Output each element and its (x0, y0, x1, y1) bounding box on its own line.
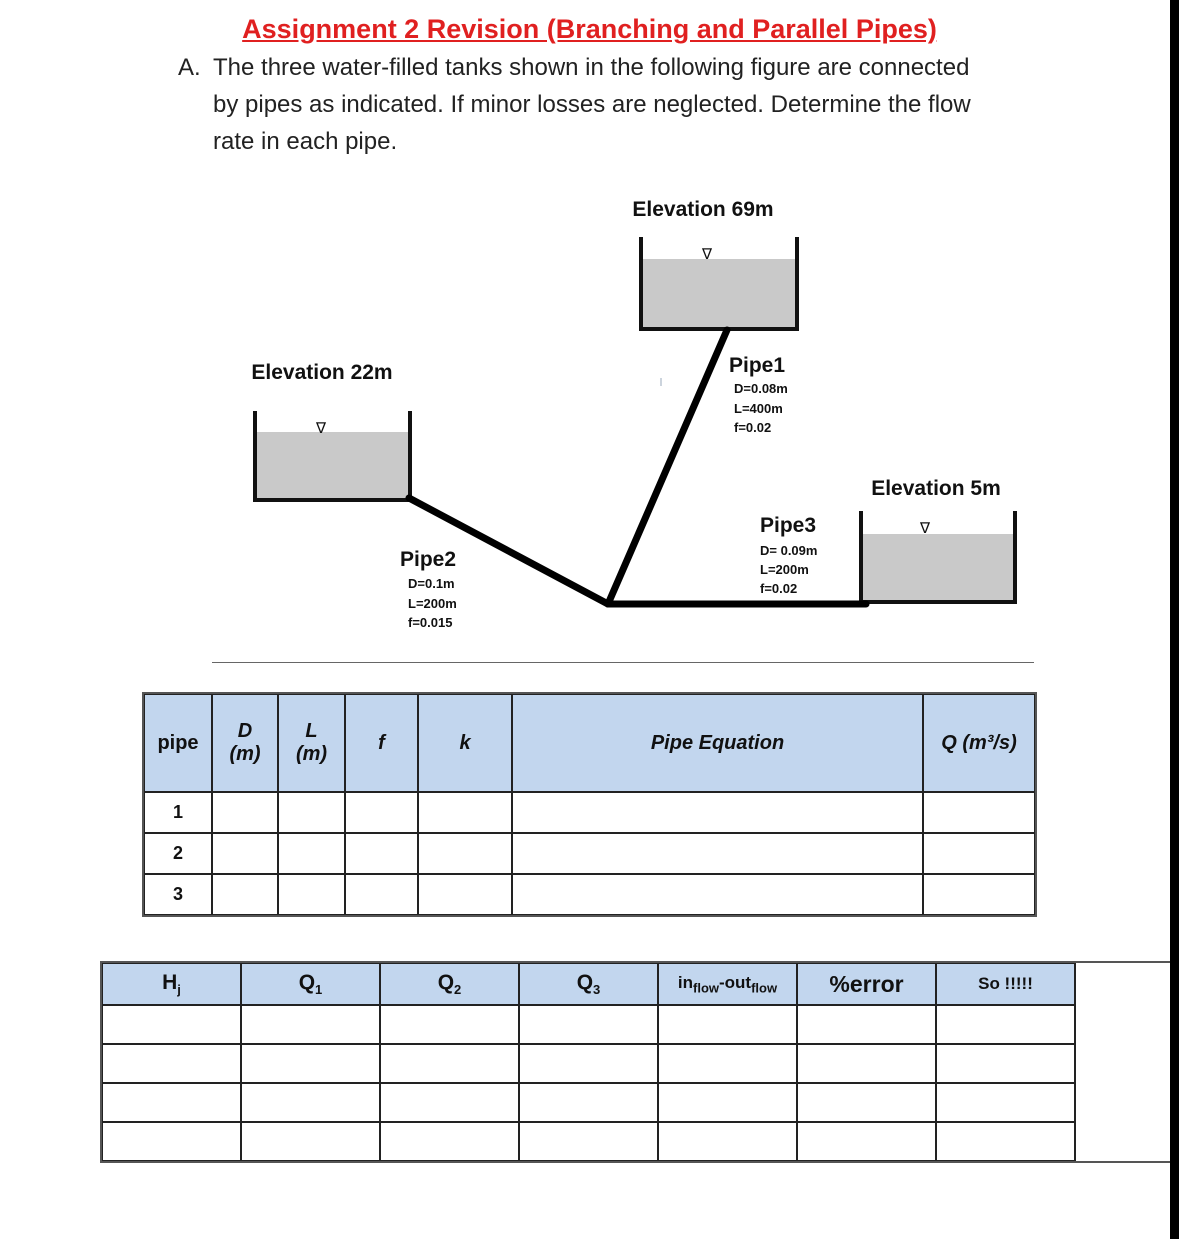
table-cell[interactable] (519, 1122, 658, 1161)
table-cell[interactable] (512, 874, 923, 915)
table-header-row (144, 694, 1035, 792)
table-cell[interactable] (936, 1005, 1075, 1044)
pipe1-line (608, 330, 727, 604)
tank-5m-label: Elevation 5m (871, 477, 1001, 500)
inflow-outflow-header: $in_{flow}-out_{flow}$ (658, 963, 797, 1005)
table-cell[interactable] (658, 1083, 797, 1122)
pipe-number: 1 (144, 792, 212, 833)
friction-header: f (345, 694, 418, 792)
assignment-title: Assignment 2 Revision (Branching and Parallel Pipes) (242, 14, 937, 44)
separator-line (212, 662, 1034, 663)
diameter-header (212, 694, 278, 792)
table-cell[interactable] (380, 1083, 519, 1122)
question-line-1: The three water-filled tanks shown in the following figure are connected (213, 54, 970, 81)
k-header: k (418, 694, 512, 792)
pipe1-name: Pipe1 (729, 354, 786, 377)
so-header: So !!!!! (936, 963, 1075, 1005)
flow-rate-header: Q (m³/s) (923, 694, 1035, 792)
table-cell[interactable] (797, 1005, 936, 1044)
length-symbol: L (305, 720, 318, 742)
table-cell[interactable] (512, 792, 923, 833)
table-row (144, 833, 1035, 874)
table-cell[interactable] (380, 1005, 519, 1044)
table-cell[interactable] (102, 1122, 241, 1161)
water-level-icon: ∇ (919, 520, 931, 537)
question-line-2: by pipes as indicated. If minor losses are neglected. Determine the flow (213, 91, 971, 118)
pipe-number: 3 (144, 874, 212, 915)
table-cell[interactable] (797, 1083, 936, 1122)
water-level-icon: ∇ (315, 420, 327, 437)
pipe3-diameter: D= 0.09m (760, 543, 818, 558)
tank-22m-water (257, 432, 409, 500)
pipe2-diameter: D=0.1m (408, 576, 455, 591)
table-cell[interactable] (212, 792, 278, 833)
table-cell[interactable] (797, 1044, 936, 1083)
pipe1-length: L=400m (734, 401, 783, 416)
table-cell[interactable] (418, 874, 512, 915)
table-cell[interactable] (923, 874, 1035, 915)
table-cell[interactable] (512, 833, 923, 874)
table-row (102, 1044, 1170, 1083)
table-cell[interactable] (936, 1083, 1075, 1122)
pipe-equation-header: Pipe Equation (512, 694, 923, 792)
table-cell[interactable] (519, 1083, 658, 1122)
table-cell[interactable] (418, 792, 512, 833)
table-cell[interactable] (212, 874, 278, 915)
table-cell[interactable] (345, 792, 418, 833)
question-line-3: rate in each pipe. (213, 128, 398, 155)
error-header: %error (797, 963, 936, 1005)
table-cell[interactable] (345, 874, 418, 915)
question-label: A. (178, 54, 201, 81)
table-cell[interactable] (278, 874, 345, 915)
table-row (102, 1083, 1170, 1122)
table-cell[interactable] (658, 1122, 797, 1161)
q1-header: $Q_1$ (241, 963, 380, 1005)
table-cell[interactable] (797, 1122, 936, 1161)
pipe-header: pipe (144, 694, 212, 792)
pipe3-name: Pipe3 (760, 514, 817, 537)
q3-header: $Q_3$ (519, 963, 658, 1005)
table-cell[interactable] (519, 1044, 658, 1083)
pipe2-length: L=200m (408, 596, 457, 611)
table-cell[interactable] (345, 833, 418, 874)
diameter-symbol: D (237, 720, 253, 742)
length-header (278, 694, 345, 792)
pipe3-friction: f=0.02 (760, 581, 798, 596)
table-cell[interactable] (658, 1044, 797, 1083)
pipe1-friction: f=0.02 (734, 420, 772, 435)
tank-69m-label: Elevation 69m (632, 198, 774, 221)
table-row (102, 1005, 1170, 1044)
table-cell[interactable] (102, 1005, 241, 1044)
table-cell[interactable] (278, 833, 345, 874)
pipe3-length: L=200m (760, 562, 809, 577)
table-cell[interactable] (241, 1122, 380, 1161)
pipe-number: 2 (144, 833, 212, 874)
tank-5m-water (863, 534, 1014, 602)
table-row (102, 1122, 1170, 1161)
table-cell[interactable] (519, 1005, 658, 1044)
table-cell[interactable] (212, 833, 278, 874)
tank-22m-label: Elevation 22m (251, 361, 393, 384)
diameter-unit: (m) (229, 743, 261, 765)
table-row (144, 874, 1035, 915)
table-cell[interactable] (102, 1044, 241, 1083)
pipe2-name: Pipe2 (400, 548, 457, 571)
pipe-properties-table (143, 693, 1036, 916)
table-cell[interactable] (241, 1005, 380, 1044)
table-cell[interactable] (102, 1083, 241, 1122)
table-cell[interactable] (380, 1122, 519, 1161)
table-cell[interactable] (380, 1044, 519, 1083)
table-cell[interactable] (241, 1083, 380, 1122)
q2-header: $Q_2$ (380, 963, 519, 1005)
water-level-icon: ∇ (701, 246, 713, 263)
length-unit: (m) (295, 743, 328, 765)
table-cell[interactable] (658, 1005, 797, 1044)
table-row (144, 792, 1035, 833)
table-cell[interactable] (418, 833, 512, 874)
tank-69m-water (643, 259, 796, 329)
table-cell[interactable] (936, 1044, 1075, 1083)
table-cell[interactable] (241, 1044, 380, 1083)
table-cell[interactable] (923, 833, 1035, 874)
table-cell[interactable] (278, 792, 345, 833)
table-cell[interactable] (923, 792, 1035, 833)
table-cell[interactable] (936, 1122, 1075, 1161)
iteration-table (101, 962, 1170, 1162)
pipe1-diameter: D=0.08m (734, 381, 788, 396)
junction-head-header: $H_j$ (102, 963, 241, 1005)
table-header-row (102, 963, 1170, 1005)
pipe2-friction: f=0.015 (408, 615, 453, 630)
